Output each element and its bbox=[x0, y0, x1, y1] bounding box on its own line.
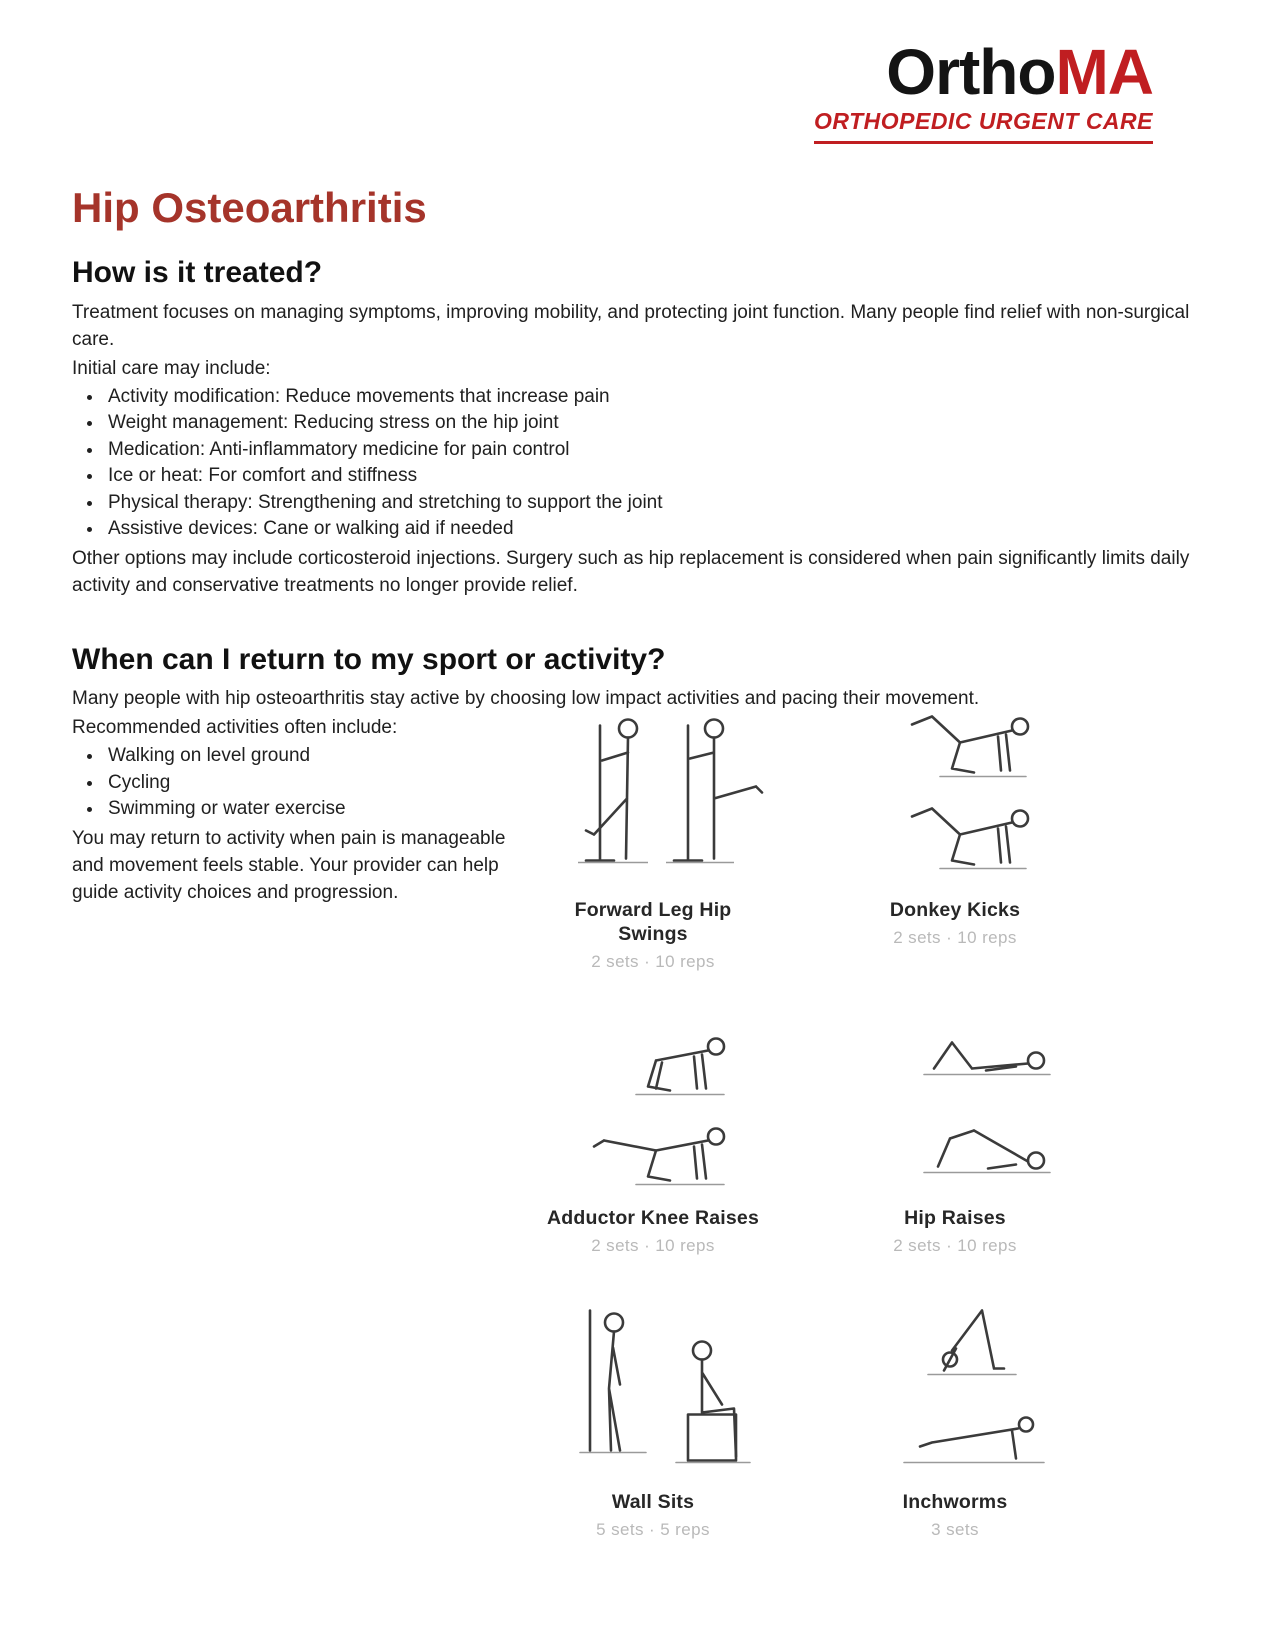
list-item-text: Weight management: Reducing stress on the hip joint bbox=[108, 412, 559, 434]
exercise-art bbox=[840, 698, 1070, 886]
exercise-name: Adductor Knee Raises bbox=[546, 1207, 760, 1229]
exercise-card bbox=[508, 1006, 798, 1256]
return-list-intro: Recommended activities often include: bbox=[72, 717, 398, 739]
list-item-text: Assistive devices: Cane or walking aid if needed bbox=[108, 518, 514, 540]
exercise-art bbox=[840, 1006, 1070, 1194]
exercise-dose: 2 sets · 10 reps bbox=[591, 1236, 715, 1255]
exercise-card bbox=[508, 698, 798, 972]
list-item-text: Activity modification: Reduce movements that increase pain bbox=[108, 385, 610, 407]
list-item bbox=[104, 384, 1203, 411]
section-heading-return-to-activity: When can I return to my sport or activity? bbox=[72, 642, 666, 676]
page-title: Hip Osteoarthritis bbox=[72, 184, 427, 231]
return-outro: You may return to activity when pain is manageable and movement feels stable. Your provider can help guide activity choices and progression. bbox=[72, 827, 506, 903]
exercise-art bbox=[538, 1290, 768, 1478]
exercise-name: Forward Leg Hip Swings bbox=[574, 899, 732, 945]
exercise-dose: 5 sets · 5 reps bbox=[596, 1520, 710, 1539]
treatment-bullet-list bbox=[72, 384, 1203, 543]
treatment-list-intro: Initial care may include: bbox=[72, 357, 271, 379]
hip-raises-illustration bbox=[840, 1008, 1070, 1194]
wall-sits-illustration bbox=[538, 1292, 768, 1478]
list-item-text: Ice or heat: For comfort and stiffness bbox=[108, 465, 418, 487]
logo-tagline: ORTHOPEDIC URGENT CARE bbox=[814, 108, 1153, 134]
exercise-grid bbox=[508, 698, 1100, 1540]
list-item bbox=[104, 410, 1203, 437]
donkey-kicks-illustration bbox=[840, 700, 1070, 886]
exercise-card bbox=[810, 1006, 1100, 1256]
exercise-art bbox=[538, 1006, 768, 1194]
exercise-art bbox=[840, 1290, 1070, 1478]
exercise-dose: 2 sets · 10 reps bbox=[591, 952, 715, 971]
exercise-name: Wall Sits bbox=[611, 1491, 695, 1513]
return-intro: Many people with hip osteoarthritis stay active by choosing low impact activities and pacing their movement. bbox=[72, 688, 980, 710]
exercise-dose: 2 sets · 10 reps bbox=[893, 1236, 1017, 1255]
section-heading-treatment: How is it treated? bbox=[72, 256, 323, 290]
inchworms-illustration bbox=[840, 1292, 1070, 1478]
exercise-card bbox=[810, 698, 1100, 972]
exercise-dose: 2 sets · 10 reps bbox=[893, 928, 1017, 947]
exercise-dose: 3 sets bbox=[931, 1520, 979, 1539]
exercise-name: Donkey Kicks bbox=[889, 899, 1021, 921]
list-item bbox=[104, 516, 1203, 543]
list-item-text: Physical therapy: Strengthening and stretching to support the joint bbox=[108, 491, 663, 513]
logo-part-ma: MA bbox=[1055, 36, 1153, 108]
exercise-art bbox=[538, 698, 768, 886]
list-item bbox=[104, 490, 1203, 517]
treatment-intro: Treatment focuses on managing symptoms, improving mobility, and protecting joint function. Many people find relief with non-surgical care. bbox=[72, 301, 1190, 350]
list-item-text: Medication: Anti-inflammatory medicine for pain control bbox=[108, 438, 570, 460]
treatment-outro: Other options may include corticosteroid injections. Surgery such as hip replacement is considered when pain significantly limits daily activity and conservative treatments no longer provide relief. bbox=[72, 547, 1190, 596]
adductor-knee-raises-illustration bbox=[538, 1008, 768, 1194]
forward-leg-hip-swings-illustration bbox=[538, 700, 768, 886]
list-item-text: Walking on level ground bbox=[108, 745, 311, 767]
exercise-name: Hip Raises bbox=[904, 1207, 1006, 1229]
list-item bbox=[104, 463, 1203, 490]
list-item-text: Cycling bbox=[108, 771, 171, 793]
list-item bbox=[104, 437, 1203, 464]
logo-part-ortho: Ortho bbox=[886, 36, 1056, 108]
exercise-art bbox=[810, 1290, 1100, 1540]
list-item-text: Swimming or water exercise bbox=[108, 798, 346, 820]
exercise-card bbox=[508, 1290, 798, 1540]
exercise-name: Inchworms bbox=[902, 1491, 1008, 1513]
